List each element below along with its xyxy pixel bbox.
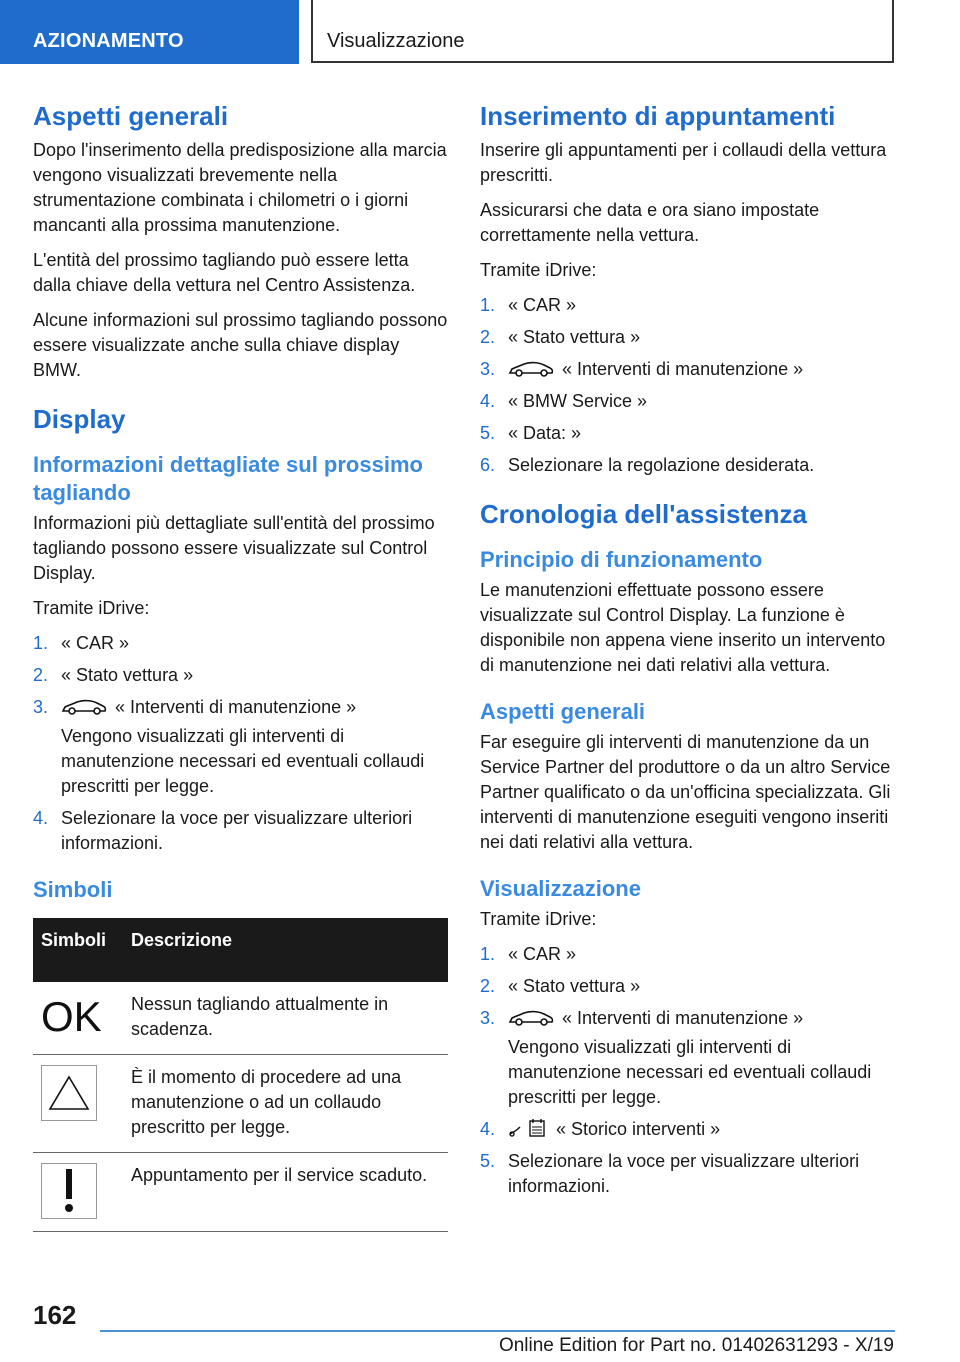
paragraph: Tramite iDrive:	[480, 909, 597, 929]
paragraph: Far eseguire gli interventi di manutenzione da un Service Partner del produttore o da un altro Service Partner qualificato o da un'officina specializzata. Gli interventi di manutenzione eseguiti vengono inseriti nei dati relativi alla vettura.	[480, 732, 891, 852]
list-item: 5. Selezionare la voce per visualizzare ulteriori informazioni.	[480, 1151, 860, 1196]
service-history-icon	[508, 1118, 548, 1138]
steps-list	[33, 631, 448, 856]
table-row: OK Nessun tagliando attualmente in scadenza.	[33, 982, 448, 1055]
car-icon	[61, 699, 107, 715]
heading-general: Aspetti generali	[33, 101, 229, 131]
list-item: 4. « BMW Service »	[480, 391, 648, 411]
chapter-tab	[0, 0, 299, 64]
paragraph: Le manutenzioni effettuate possono essere visualizzate sul Control Display. La funzione è disponibile non appena viene inserito un intervento di manutenzione nei dati relativi alla vettura.	[480, 580, 886, 675]
heading-display: Display	[33, 404, 126, 434]
car-icon	[508, 1010, 554, 1026]
list-item: 4. « Storico interventi »	[480, 1119, 721, 1139]
car-icon	[508, 361, 554, 377]
list-item: 5. « Data: »	[480, 423, 582, 443]
chapter-title: AZIONAMENTO	[33, 30, 184, 52]
list-item: 4. Selezionare la voce per visualizzare ulteriori informazioni.	[33, 808, 413, 853]
list-item: 3. « Interventi di manutenzione » Vengono visualizzati gli interventi di manutenzione necessari ed eventuali collaudi prescritti per legge.	[33, 697, 425, 796]
list-item: 1. « CAR »	[480, 295, 577, 315]
list-item: 6. Selezionare la regolazione desiderata.	[480, 455, 815, 475]
steps-list	[480, 942, 895, 1199]
table-row: Appuntamento per il service scaduto.	[33, 1153, 448, 1232]
list-item: 1. « CAR »	[480, 944, 577, 964]
heading-visualization: Visualizzazione	[480, 876, 641, 901]
paragraph: Tramite iDrive:	[33, 598, 150, 618]
list-item: 2. « Stato vettura »	[480, 327, 641, 347]
paragraph: Informazioni più dettagliate sull'entità del prossimo tagliando possono essere visualizzate sul Control Display.	[33, 513, 435, 583]
section-header	[311, 0, 894, 63]
footer-divider	[100, 1330, 895, 1332]
table-row: È il momento di procedere ad una manutenzione o ad un collaudo prescritto per legge.	[33, 1055, 448, 1153]
heading-general: Aspetti generali	[480, 699, 646, 724]
list-item: 2. « Stato vettura »	[480, 976, 641, 996]
paragraph: Inserire gli appuntamenti per i collaudi della vettura prescritti.	[480, 140, 887, 185]
heading-principle: Principio di funzionamento	[480, 547, 763, 572]
paragraph: L'entità del prossimo tagliando può essere letta dalla chiave della vettura nel Centro Assistenza.	[33, 250, 416, 295]
steps-list	[480, 293, 895, 478]
list-item: 2. « Stato vettura »	[33, 665, 194, 685]
ok-icon: OK	[41, 993, 102, 1040]
paragraph: Tramite iDrive:	[480, 260, 597, 280]
symbols-table	[33, 918, 448, 1232]
left-column	[33, 100, 448, 1232]
footer-edition: Online Edition for Part no. 01402631293 - X/19	[498, 1335, 894, 1356]
list-item: 1. « CAR »	[33, 633, 130, 653]
heading-info: Informazioni dettagliate sul prossimo tagliando	[33, 452, 423, 505]
heading-symbols: Simboli	[33, 877, 113, 902]
heading-history: Cronologia dell'assistenza	[480, 499, 807, 529]
list-item: 3. « Interventi di manutenzione » Vengono visualizzati gli interventi di manutenzione necessari ed eventuali collaudi prescritti per legge.	[480, 1008, 872, 1107]
page-number: 162	[33, 1300, 77, 1330]
exclamation-icon	[41, 1163, 97, 1219]
table-header-symbols: Simboli	[33, 918, 123, 982]
paragraph: Alcune informazioni sul prossimo tagliando possono essere visualizzate anche sulla chiave display BMW.	[33, 310, 448, 380]
heading-appointments: Inserimento di appuntamenti	[480, 101, 836, 131]
table-header-description: Descrizione	[123, 918, 448, 982]
list-item: 3. « Interventi di manutenzione »	[480, 359, 804, 379]
right-column	[480, 100, 895, 1209]
paragraph: Assicurarsi che data e ora siano impostate correttamente nella vettura.	[480, 200, 820, 245]
warning-triangle-icon	[41, 1065, 97, 1121]
paragraph: Dopo l'inserimento della predisposizione alla marcia vengono visualizzati brevemente nella strumentazione combinata i chilometri o i giorni mancanti alla prossima manutenzione.	[33, 140, 447, 235]
section-title: Visualizzazione	[327, 30, 465, 52]
